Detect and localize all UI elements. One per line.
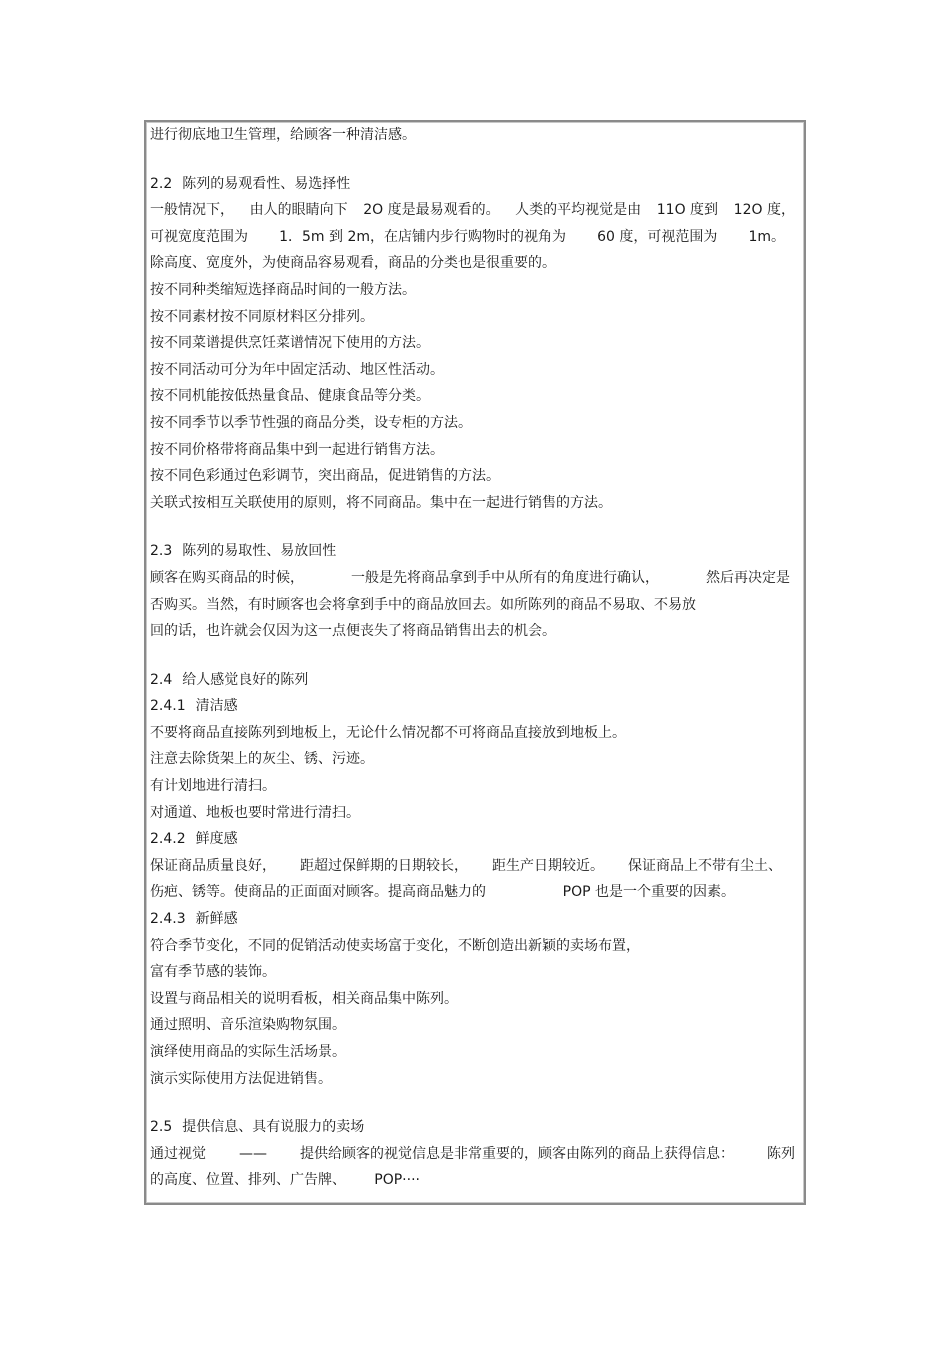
document-body [150,122,800,1194]
paragraph-line [150,565,790,592]
section-2-3-heading [150,538,800,565]
subsection-title: 鲜度感 [195,831,238,848]
section-title: 提供信息、具有说服力的卖场 [182,1119,365,1136]
text-run: —— [239,1145,267,1162]
text-run: 可视宽度范围为 [150,228,248,245]
text-run: 1m。 [748,228,785,245]
list-item: 不要将商品直接陈列到地板上，无论什么情况都不可将商品直接放到地板上。 [150,724,626,741]
section-2-5-heading [150,1114,800,1141]
section-number: 2.5 [150,1119,173,1136]
subsection-number: 2.4.3 [150,911,186,928]
section-title: 给人感觉良好的陈列 [182,671,309,688]
list-item: 关联式按相互关联使用的原则，将不同商品。集中在一起进行销售的方法。 [150,494,612,511]
text-run: 距超过保鲜期的日期较长， [300,857,468,874]
text-run: 保证商品质量良好， [150,857,276,874]
text-run: 陈列 [767,1145,795,1162]
paragraph-line [150,1141,795,1168]
list-item: 按不同菜谱提供烹饪菜谱情况下使用的方法。 [150,335,430,352]
section-title: 陈列的易观看性、易选择性 [182,175,351,192]
list-item: 演绎使用商品的实际生活场景。 [150,1044,346,1060]
intro-line: 进行彻底地卫生管理，给顾客一种清洁感。 [150,127,416,143]
list-item: 按不同价格带将商品集中到一起进行销售方法。 [150,441,444,458]
paragraph-line [150,879,735,906]
list-item: 对通道、地板也要时常进行清扫。 [150,804,360,821]
subsection-number: 2.4.1 [150,698,186,715]
text-run: 12O 度， [733,202,795,219]
text-run: 11O 度到 [656,202,719,219]
list-item: 按不同季节以季节性强的商品分类，设专柜的方法。 [150,414,472,431]
subsection-title: 新鲜感 [195,911,238,928]
text-run: 通过视觉 [150,1145,206,1162]
text-run: 然后再决定是 [706,569,790,586]
paragraph-line: 除高度、宽度外，为使商品容易观看，商品的分类也是很重要的。 [150,255,556,272]
text-run: POP···· [374,1172,420,1189]
paragraph-line [150,1167,420,1194]
list-item: 按不同种类缩短选择商品时间的一般方法。 [150,281,416,298]
list-item: 符合季节变化，不同的促销活动使卖场富于变化，不断创造出新颖的卖场布置， [150,937,640,954]
subsection-2-4-2-heading [150,826,800,853]
list-item: 有计划地进行清扫。 [150,778,276,795]
list-item: 富有季节感的装饰。 [150,964,276,981]
text-run: 一般是先将商品拿到手中从所有的角度进行确认， [351,569,659,586]
text-run: 提供给顾客的视觉信息是非常重要的，顾客由陈列的商品上获得信息： [300,1145,734,1162]
list-item: 按不同活动可分为年中固定活动、地区性活动。 [150,361,444,378]
text-run: 保证商品上不带有尘土、 [628,857,782,874]
section-title: 陈列的易取性、易放回性 [182,543,337,560]
list-item: 按不同机能按低热量食品、健康食品等分类。 [150,388,430,405]
text-run: 距生产日期较近。 [492,857,604,874]
text-run: 60 度，可视范围为 [597,228,718,245]
section-2-4-heading [150,667,800,694]
text-run: 1．5m 到 2m，在店铺内步行购物时的视角为 [279,228,566,245]
subsection-title: 清洁感 [195,698,238,715]
text-run: 由人的眼睛向下 [249,202,348,219]
list-item: 按不同素材按不同原材料区分排列。 [150,308,374,325]
text-run: 2O 度是最易观看的。 [363,202,500,219]
subsection-2-4-1-heading [150,693,800,720]
list-item: 设置与商品相关的说明看板，相关商品集中陈列。 [150,990,458,1007]
section-number: 2.4 [150,671,173,688]
text-run: 人类的平均视觉是由 [515,202,642,219]
subsection-2-4-3-heading [150,906,800,933]
list-item: 演示实际使用方法促进销售。 [150,1070,332,1087]
text-run: 一般情况下， [150,202,234,219]
paragraph-line: 否购买。当然，有时顾客也会将拿到手中的商品放回去。如所陈列的商品不易取、不易放 [150,596,696,613]
section-number: 2.2 [150,175,173,192]
paragraph-line [150,224,785,251]
list-item: 通过照明、音乐渲染购物氛围。 [150,1017,346,1034]
list-item: 按不同色彩通过色彩调节，突出商品，促进销售的方法。 [150,468,500,485]
subsection-number: 2.4.2 [150,831,186,848]
paragraph-line [150,853,782,880]
section-2-2-heading [150,171,800,198]
text-run: 的高度、位置、排列、广告牌、 [150,1172,346,1189]
list-item: 注意去除货架上的灰尘、锈、污迹。 [150,751,374,768]
text-run: 伤疤、锈等。使商品的正面面对顾客。提高商品魅力的 [150,884,486,901]
paragraph-line [150,197,795,224]
paragraph-line: 回的话，也许就会仅因为这一点便丧失了将商品销售出去的机会。 [150,623,556,640]
section-number: 2.3 [150,543,173,560]
text-run: POP 也是一个重要的因素。 [562,884,735,901]
text-run: 顾客在购买商品的时候， [150,569,304,586]
